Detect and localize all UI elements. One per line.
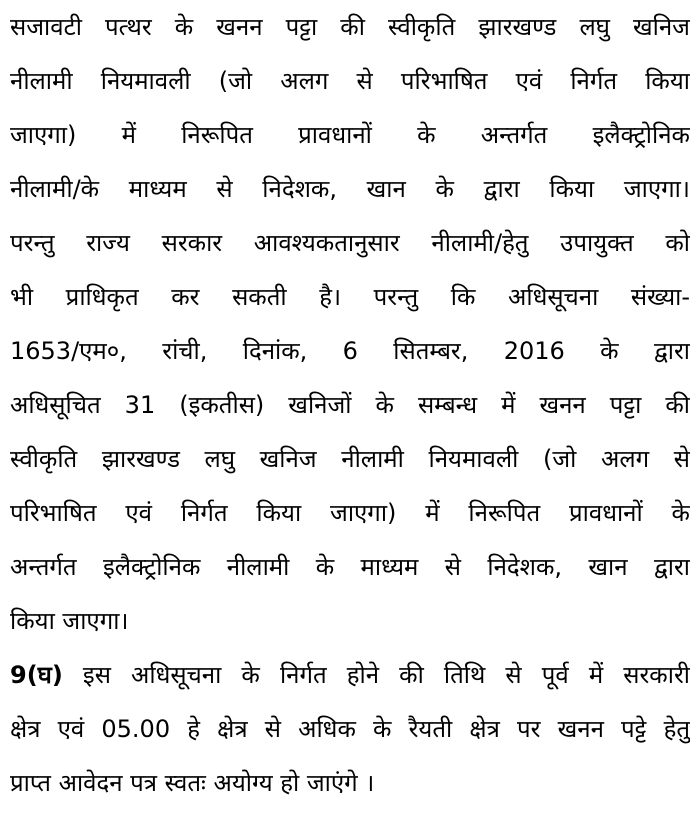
paragraph-line: भी प्राधिकृत कर सकती है। परन्तु कि अधिसूचना संख्या- (10, 283, 690, 311)
clause-first-line (10, 648, 690, 702)
clause-line: प्राप्त आवेदन पत्र स्वतः अयोग्य हो जाएंगे । (10, 769, 375, 797)
paragraph-line: जाएगा) में निरूपित प्रावधानों के अन्तर्गत इलैक्ट्रोनिक (10, 121, 690, 149)
document-page (10, 0, 690, 810)
paragraph-line: परन्तु राज्य सरकार आवश्यकतानुसार नीलामी/हेतु उपायुक्त को (10, 229, 690, 257)
paragraph-line: स्वीकृति झारखण्ड लघु खनिज नीलामी नियमावली (जो अलग से (10, 445, 690, 473)
paragraph-line: नीलामी/के माध्यम से निदेशक, खान के द्वारा किया जाएगा। (10, 175, 690, 203)
paragraph-line: सजावटी पत्थर के खनन पट्टा की स्वीकृति झारखण्ड लघु खनिज (10, 13, 690, 41)
paragraph-1 (10, 0, 690, 648)
paragraph-line: अधिसूचित 31 (इकतीस) खनिजों के सम्बन्ध में खनन पट्टा की (10, 391, 690, 419)
clause-first-line-text: इस अधिसूचना के निर्गत होने की तिथि से पूर्व में सरकारी (82, 661, 690, 689)
clause-line: क्षेत्र एवं 05.00 हे क्षेत्र से अधिक के रैयती क्षेत्र पर खनन पट्टे हेतु (10, 715, 690, 743)
paragraph-line: 1653/एम०, रांची, दिनांक, 6 सितम्बर, 2016 के द्वारा (10, 337, 690, 365)
clause-label: 9(घ) (10, 661, 63, 689)
paragraph-line: परिभाषित एवं निर्गत किया जाएगा) में निरूपित प्रावधानों के (10, 499, 690, 527)
paragraph-line: नीलामी नियमावली (जो अलग से परिभाषित एवं निर्गत किया (10, 67, 690, 95)
clause-9gha (10, 648, 690, 810)
paragraph-line: किया जाएगा। (10, 607, 129, 635)
paragraph-line: अन्तर्गत इलैक्ट्रोनिक नीलामी के माध्यम से निदेशक, खान द्वारा (10, 553, 690, 581)
